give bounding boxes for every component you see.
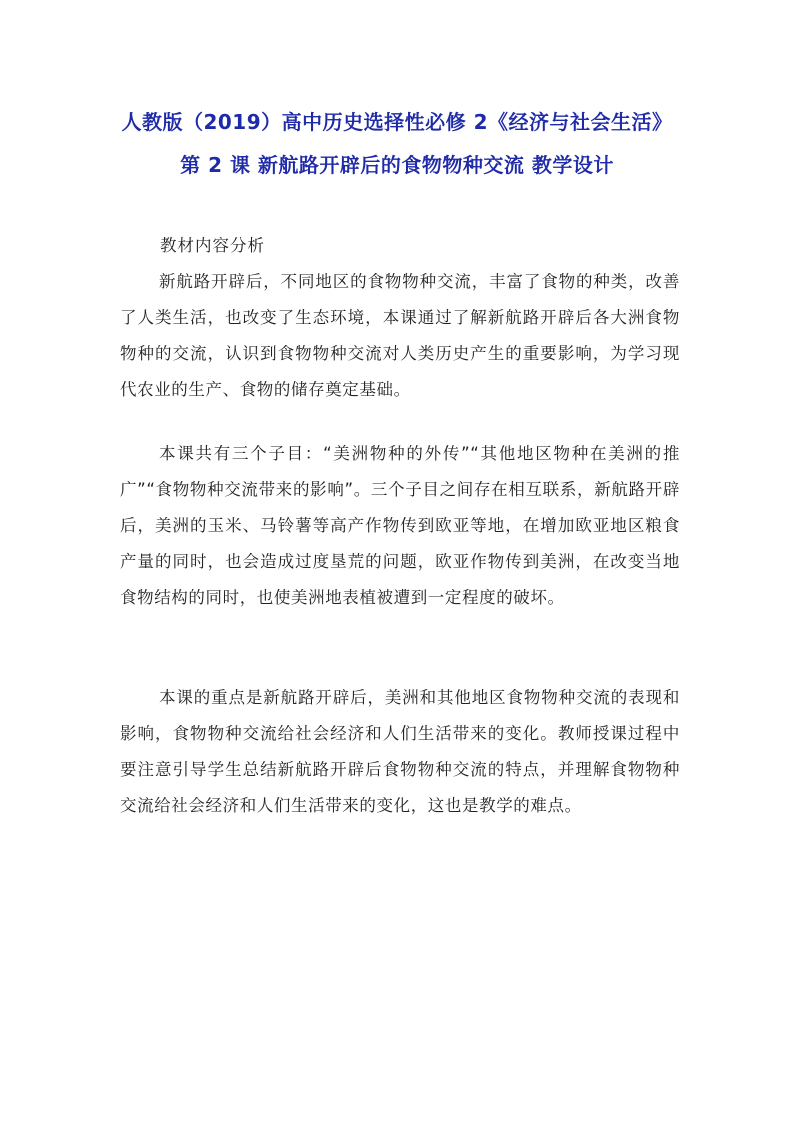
paragraph-2: 本课共有三个子目：“美洲物种的外传”“其他地区物种在美洲的推广”“食物物种交流带来的影响”。三个子目之间存在相互联系，新航路开辟后，美洲的玉米、马铃薯等高产作物传到欧亚等地，在增加欧亚地区粮食产量的同时，也会造成过度垦荒的问题，欧亚作物传到美洲，在改变当地食物结构的同时，也使美洲地表植被遭到一定程度的破坏。 — [120, 444, 680, 607]
section-heading: 教材内容分析 — [160, 236, 265, 255]
document-title-line-1: 人教版（2019）高中历史选择性必修 2《经济与社会生活》 — [121, 110, 673, 134]
paragraph-3: 本课的重点是新航路开辟后，美洲和其他地区食物物种交流的表现和影响，食物物种交流给社会经济和人们生活带来的变化。教师授课过程中要注意引导学生总结新航路开辟后食物物种交流的特点，并理解食物物种交流给社会经济和人们生活带来的变化，这也是教学的难点。 — [120, 688, 680, 815]
paragraph-1: 新航路开辟后，不同地区的食物物种交流，丰富了食物的种类，改善了人类生活，也改变了生态环境，本课通过了解新航路开辟后各大洲食物物种的交流，认识到食物物种交流对人类历史产生的重要影响，为学习现代农业的生产、食物的储存奠定基础。 — [120, 272, 680, 399]
document-title-line-2: 第 2 课 新航路开辟后的食物物种交流 教学设计 — [180, 153, 614, 177]
